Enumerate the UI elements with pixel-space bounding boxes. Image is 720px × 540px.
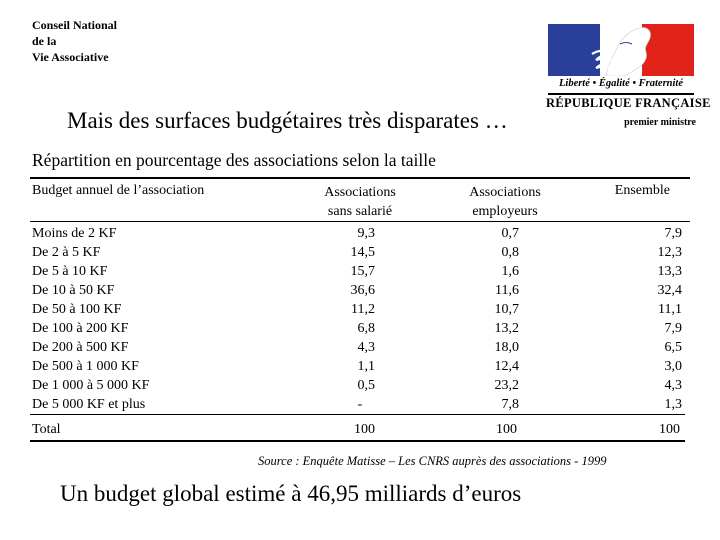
cell-ensemble: 4,3 (664, 378, 682, 393)
header-sans-salarie-line-2: sans salarié (327, 204, 393, 219)
cell-employeurs: 18,0 (494, 340, 519, 355)
motto-divider (548, 93, 694, 95)
cell-ensemble: 11,1 (658, 302, 682, 317)
cell-employeurs: 1,6 (501, 264, 519, 279)
cell-ensemble: 7,9 (664, 226, 682, 241)
cell-ensemble: 6,5 (664, 340, 682, 355)
total-ensemble: 100 (659, 422, 680, 437)
cell-sans-salarie: 9,3 (357, 226, 375, 241)
cell-employeurs: 12,4 (494, 359, 519, 374)
marianne-logo-icon (548, 24, 694, 76)
row-label: De 100 à 200 KF (32, 321, 129, 336)
cell-employeurs: 13,2 (494, 321, 519, 336)
cell-sans-salarie: 1,1 (357, 359, 375, 374)
cell-ensemble: 32,4 (657, 283, 682, 298)
header-employeurs-line-2: employeurs (472, 204, 538, 219)
cell-sans-salarie: 36,6 (350, 283, 375, 298)
republic-name: RÉPUBLIQUE FRANÇAISE (546, 96, 711, 110)
republique-francaise-logo (546, 24, 711, 134)
office-name: premier ministre (624, 117, 696, 128)
total-sans-salarie: 100 (354, 422, 375, 437)
header-sans-salarie-line-1: Associations (324, 185, 396, 200)
row-label: De 200 à 500 KF (32, 340, 129, 355)
header-employeurs (445, 183, 565, 221)
header-sans-salarie (300, 183, 420, 221)
organization-line-2: de la (32, 34, 57, 48)
total-employeurs: 100 (496, 422, 517, 437)
header-ensemble: Ensemble (614, 183, 670, 198)
row-label: De 500 à 1 000 KF (32, 359, 139, 374)
row-label: Moins de 2 KF (32, 226, 117, 241)
header-employeurs-line-1: Associations (469, 185, 541, 200)
table-title: Répartition en pourcentage des associations selon la taille (32, 150, 436, 170)
cell-employeurs: 0,7 (501, 226, 519, 241)
row-labels (32, 224, 149, 414)
organization-name (32, 17, 117, 65)
cell-employeurs: 7,8 (501, 397, 519, 412)
total-label: Total (32, 422, 61, 437)
cell-sans-salarie: 0,5 (357, 378, 375, 393)
cell-ensemble: 7,9 (664, 321, 682, 336)
slide-subtitle: Mais des surfaces budgétaires très disparates … (67, 108, 508, 133)
cell-sans-salarie: 11,2 (351, 302, 375, 317)
cell-sans-salarie: 4,3 (357, 340, 375, 355)
cell-employeurs: 10,7 (494, 302, 519, 317)
cell-ensemble: 3,0 (664, 359, 682, 374)
column-ensemble (600, 224, 682, 414)
column-employeurs (445, 224, 519, 414)
column-sans-salarie (300, 224, 375, 414)
header-bottom-rule (30, 221, 690, 222)
cell-sans-salarie: - (357, 397, 363, 412)
header-budget: Budget annuel de l’association (32, 183, 205, 198)
cell-employeurs: 11,6 (495, 283, 519, 298)
organization-line-3: Vie Associative (32, 50, 109, 64)
cell-employeurs: 0,8 (501, 245, 519, 260)
cell-ensemble: 1,3 (664, 397, 682, 412)
cell-ensemble: 13,3 (657, 264, 682, 279)
row-label: De 5 000 KF et plus (32, 397, 146, 412)
budget-total-statement: Un budget global estimé à 46,95 milliards d’euros (60, 481, 522, 506)
table-bottom-rule (30, 440, 685, 442)
row-label: De 50 à 100 KF (32, 302, 122, 317)
table-top-rule (30, 177, 690, 179)
row-label: De 10 à 50 KF (32, 283, 115, 298)
row-label: De 1 000 à 5 000 KF (32, 378, 150, 393)
cell-sans-salarie: 15,7 (350, 264, 375, 279)
cell-ensemble: 12,3 (657, 245, 682, 260)
cell-sans-salarie: 14,5 (350, 245, 375, 260)
row-label: De 2 à 5 KF (32, 245, 101, 260)
republic-motto: Liberté • Égalité • Fraternité (558, 78, 683, 89)
cell-employeurs: 23,2 (494, 378, 519, 393)
source-note: Source : Enquête Matisse – Les CNRS auprès des associations - 1999 (258, 454, 607, 468)
total-top-rule (30, 414, 685, 415)
organization-line-1: Conseil National (32, 18, 118, 32)
row-label: De 5 à 10 KF (32, 264, 108, 279)
cell-sans-salarie: 6,8 (357, 321, 375, 336)
